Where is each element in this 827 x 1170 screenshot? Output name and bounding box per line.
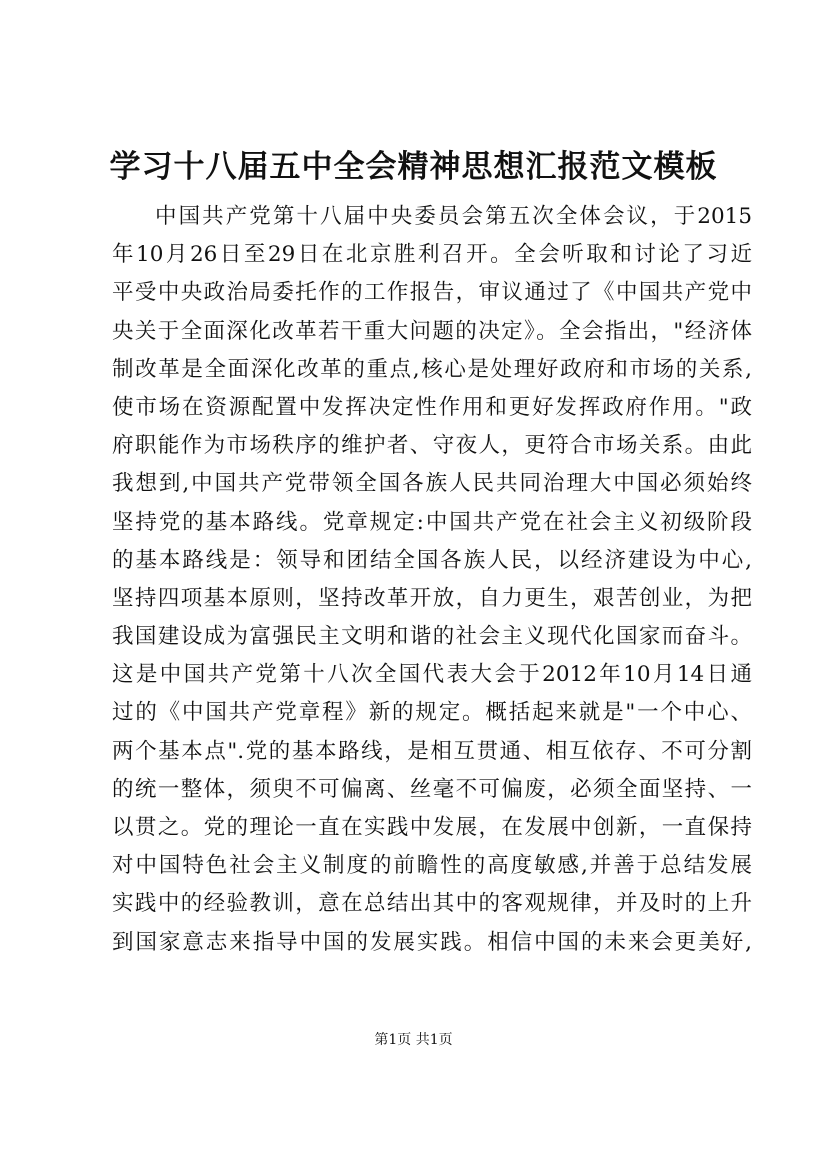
page-number-footer: 第1页 共1页 <box>374 1032 453 1048</box>
body-line: 这是中国共产党第十八次全国代表大会于2012年10月14日通 <box>112 662 752 688</box>
document-title: 学习十八届五中全会精神思想汇报范文模板 <box>109 149 718 185</box>
body-line: 两个基本点".党的基本路线，是相互贯通、相互依存、不可分割 <box>112 738 752 764</box>
body-line: 制改革是全面深化改革的重点,核心是处理好政府和市场的关系, <box>112 356 752 382</box>
body-line: 府职能作为市场秩序的维护者、守夜人，更符合市场关系。由此 <box>112 433 752 459</box>
body-line: 我国建设成为富强民主文明和谐的社会主义现代化国家而奋斗。 <box>112 624 752 650</box>
body-line: 的统一整体，须臾不可偏离、丝毫不可偏废，必须全面坚持、一 <box>112 776 752 802</box>
body-line: 央关于全面深化改革若干重大问题的决定》。全会指出，"经济体 <box>112 318 752 344</box>
body-line: 使市场在资源配置中发挥决定性作用和更好发挥政府作用。"政 <box>112 394 752 420</box>
body-line: 坚持党的基本路线。党章规定:中国共产党在社会主义初级阶段 <box>112 509 752 535</box>
body-line: 我想到,中国共产党带领全国各族人民共同治理大中国必须始终 <box>112 471 752 497</box>
body-line: 平受中央政治局委托作的工作报告，审议通过了《中国共产党中 <box>112 280 752 306</box>
body-line: 到国家意志来指导中国的发展实践。相信中国的未来会更美好, <box>112 929 752 955</box>
body-line: 实践中的经验教训，意在总结出其中的客观规律，并及时的上升 <box>112 891 752 917</box>
body-line: 的基本路线是：领导和团结全国各族人民，以经济建设为中心, <box>112 547 752 573</box>
body-line: 过的《中国共产党章程》新的规定。概括起来就是"一个中心、 <box>112 700 752 726</box>
body-line: 对中国特色社会主义制度的前瞻性的高度敏感,并善于总结发展 <box>112 853 752 879</box>
body-line: 年10月26日至29日在北京胜利召开。全会听取和讨论了习近 <box>112 242 752 268</box>
document-body <box>112 198 752 962</box>
body-line: 中国共产党第十八届中央委员会第五次全体会议，于2015 <box>155 204 752 229</box>
body-line: 坚持四项基本原则，坚持改革开放，自力更生，艰苦创业，为把 <box>112 585 752 611</box>
body-line: 以贯之。党的理论一直在实践中发展，在发展中创新，一直保持 <box>112 815 752 840</box>
